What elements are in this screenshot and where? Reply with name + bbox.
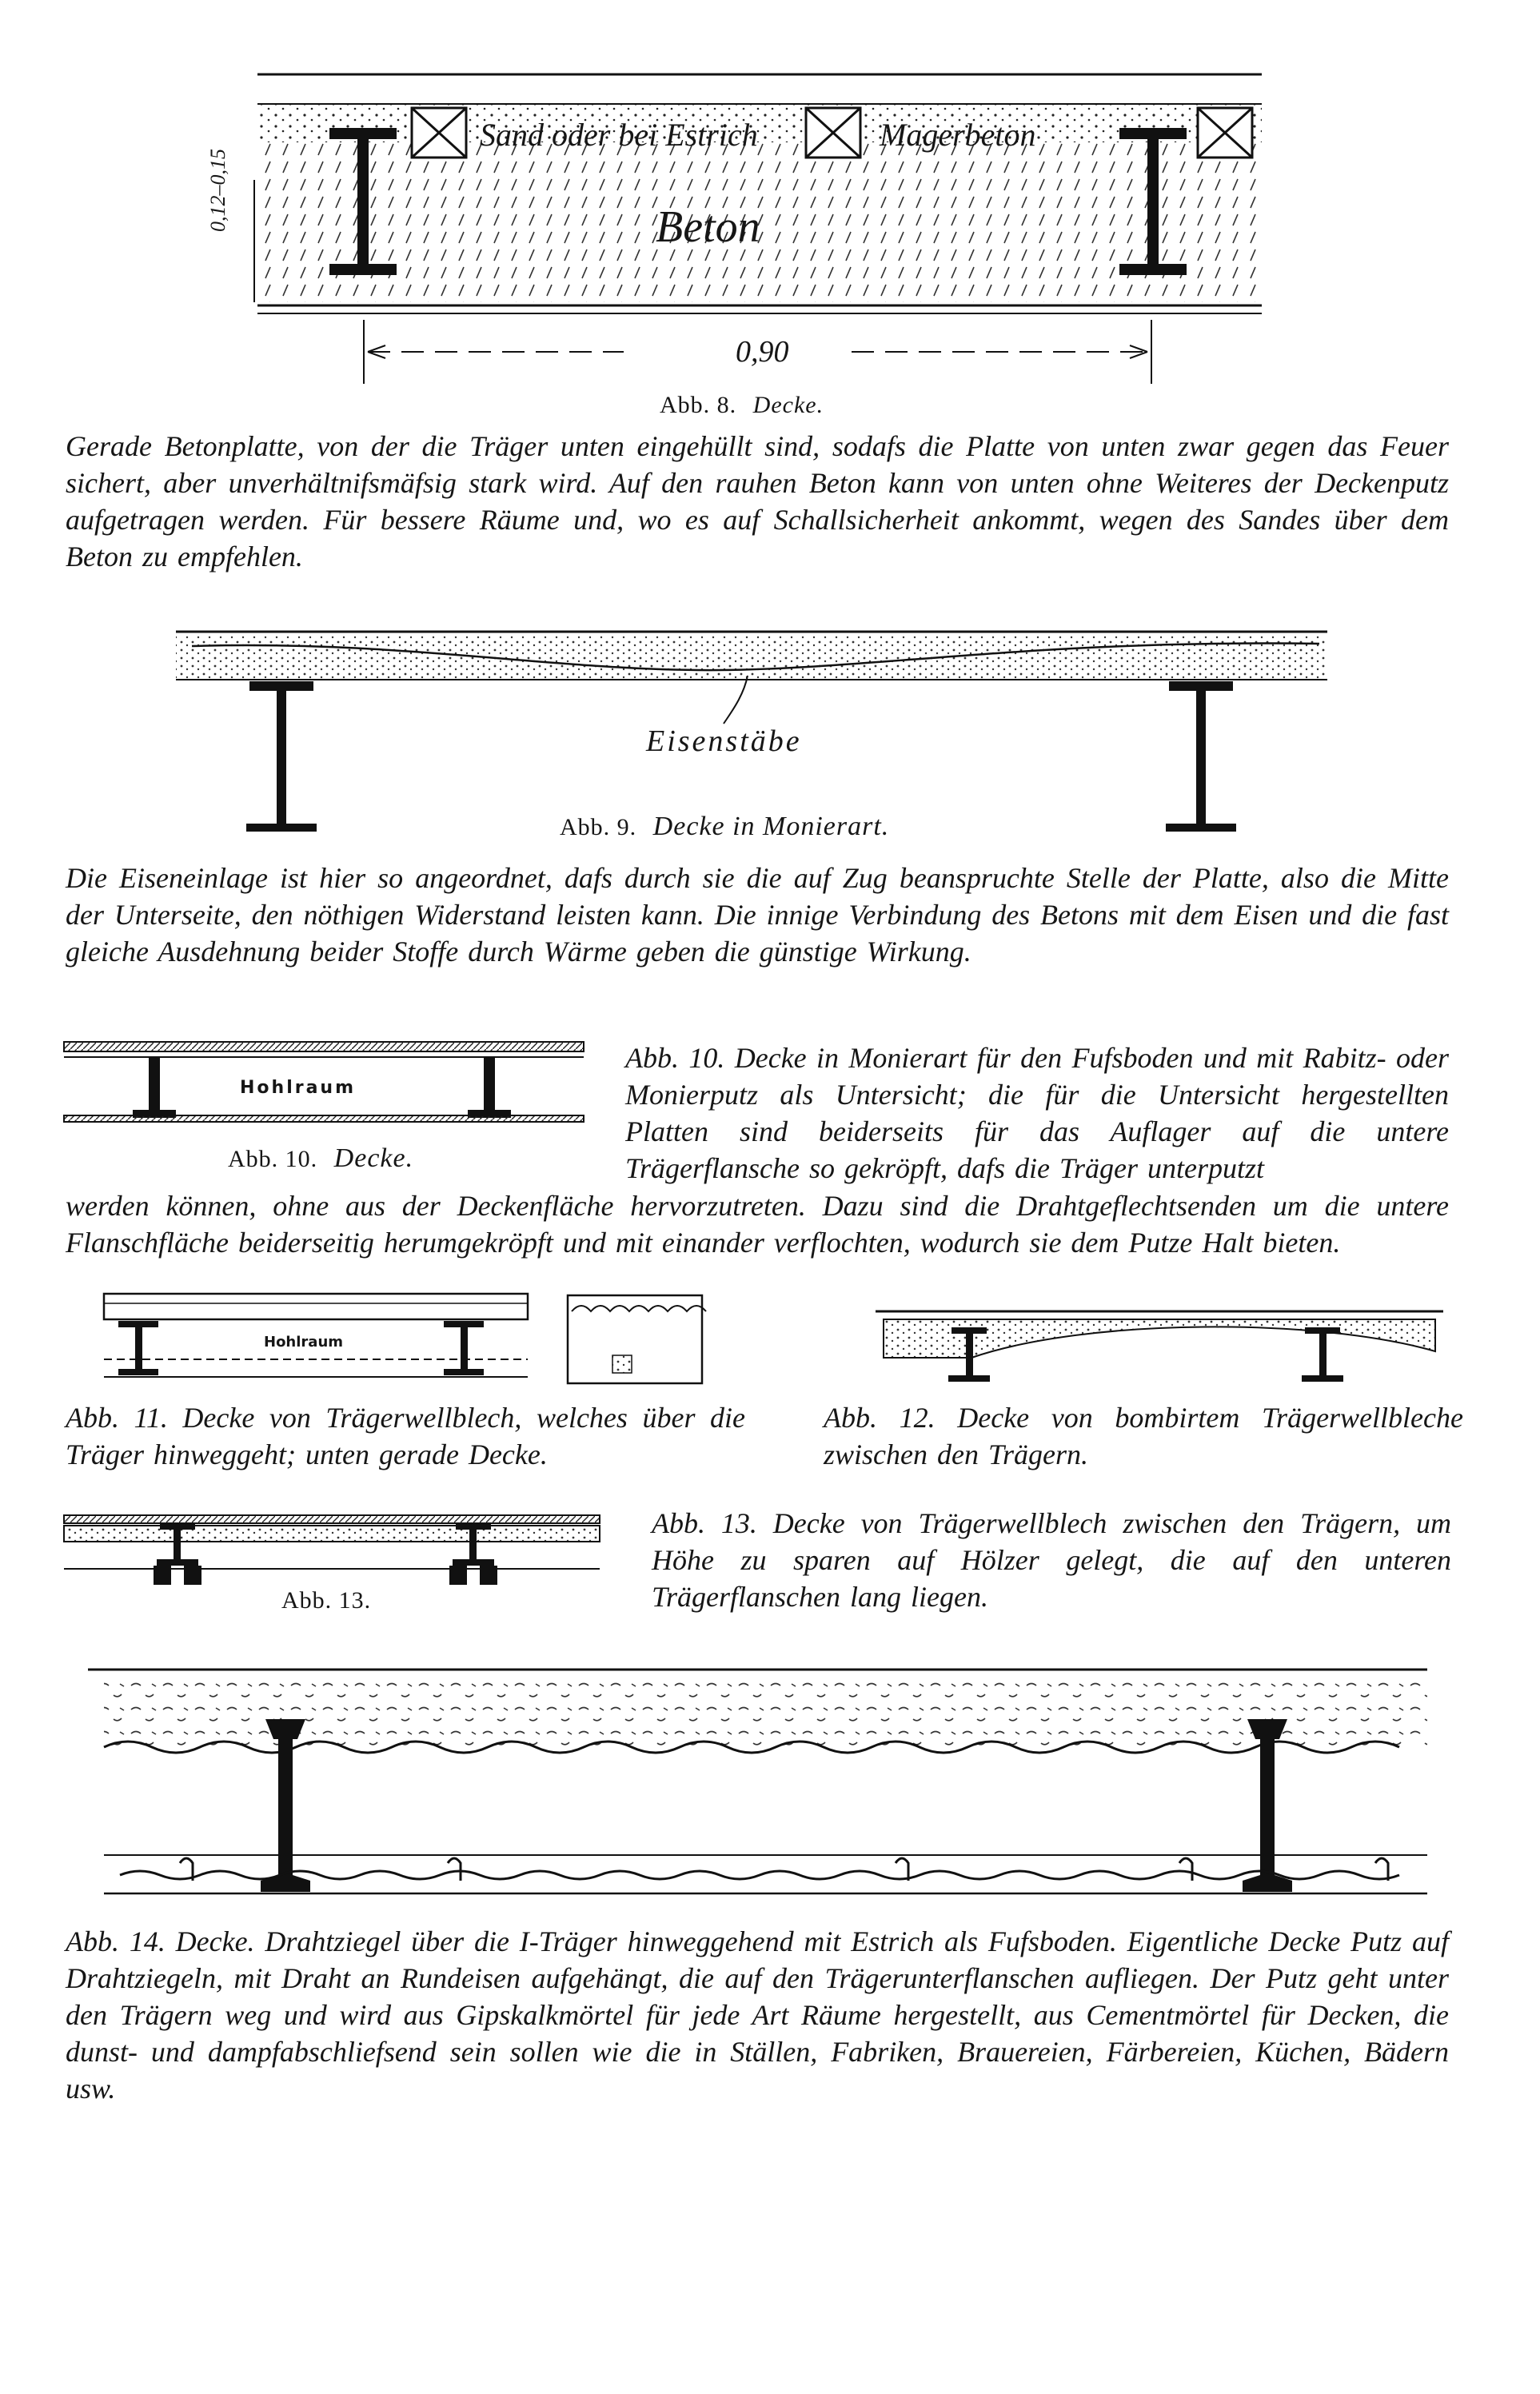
fig9-caption [560, 812, 889, 842]
fig10-caption-title: Decke. [333, 1143, 414, 1173]
fig10-side-description: Abb. 10. Decke in Monierart für den Fufsboden und mit Rabitz- oder Monierputz als Untersicht; die für die Untersicht hergestellten Platten sind beiderseits für das Auflager auf die untere Trägerflansche so gekröpft, dafs die Träger unterputzt [625, 1042, 1449, 1184]
fig13-description: Abb. 13. Decke von Trägerwellblech zwischen den Trägern, um Höhe zu sparen auf Hölzer gelegt, die auf den unteren Trägerflanschen lang liegen. [652, 1507, 1451, 1613]
fig8-caption-number: Abb. 8. [660, 392, 737, 418]
fig9-label-eisenstaebe: Eisenstäbe [646, 724, 802, 758]
fig8-caption-title: Decke. [752, 392, 824, 418]
fig10-label-hohlraum: Hohlraum [240, 1078, 357, 1098]
fig12-description: Abb. 12. Decke von bombirtem Trägerwellbleche zwischen den Trägern. [824, 1402, 1463, 1470]
fig9-description: Die Eiseneinlage ist hier so angeordnet, dafs durch sie die auf Zug beanspruchte Stelle der Platte, also die Mitte der Unterseite, den nöthigen Widerstand leisten kann. Die innige Verbindung des Betons mit dem Eisen und die fast gleiche Ausdehnung beider Stoffe durch Wärme geben die günstige Wirkung. [66, 862, 1449, 968]
fig10-full-description: werden können, ohne aus der Deckenfläche hervorzutreten. Dazu sind die Drahtgeflechtsenden um die untere Flanschfläche beiderseitig herumgekröpft und mit einander verflochten, wodurch sie dem Putze Halt bieten. [66, 1190, 1449, 1259]
fig10-caption-number: Abb. 10. [228, 1146, 318, 1172]
fig14-description: Abb. 14. Decke. Drahtziegel über die I-Träger hinweggehend mit Estrich als Fufsboden. Eigentliche Decke Putz auf Drahtziegeln, mit Draht an Rundeisen aufgehängt, die auf den Trägerunterflanschen aufliegen. Der Putz geht unter den Trägern weg und wird aus Gipskalkmörtel für jede Art Räume hergestellt, aus Cementmörtel für Decken, die dunst- und dampfabschliefsend sein sollen wie die in Ställen, Fabriken, Brauereien, Färbereien, Küchen, Bädern usw. [66, 1925, 1449, 2105]
fig8-label-span: 0,90 [736, 335, 789, 369]
fig8-label-sand: Sand oder bei Estrich [480, 117, 758, 153]
fig13-caption-number: Abb. 13. [281, 1587, 372, 1614]
fig10-caption [228, 1143, 413, 1174]
fig8-label-height: 0,12–0,15 [206, 149, 229, 232]
fig8-label-beton: Beton [656, 202, 760, 252]
fig9-caption-number: Abb. 9. [560, 814, 637, 840]
fig8-caption [660, 392, 824, 419]
fig8-label-magerbeton: Magerbeton [880, 117, 1036, 153]
fig9-caption-title: Decke in Monierart. [652, 812, 890, 841]
fig11-label-hohlraum: Hohlraum [264, 1334, 344, 1351]
fig11-description: Abb. 11. Decke von Trägerwellblech, welches über die Träger hinweggeht; unten gerade Decke. [66, 1402, 745, 1470]
fig8-description: Gerade Betonplatte, von der die Träger unten eingehüllt sind, sodafs die Platte von unten zwar gegen das Feuer sichert, aber unverhältnifsmäfsig stark wird. Auf den rauhen Beton kann von unten ohne Weiteres der Deckenputz aufgetragen werden. Für bessere Räume und, wo es auf Schallsicherheit ankommt, wegen des Sandes über dem Beton zu empfehlen. [66, 430, 1449, 573]
